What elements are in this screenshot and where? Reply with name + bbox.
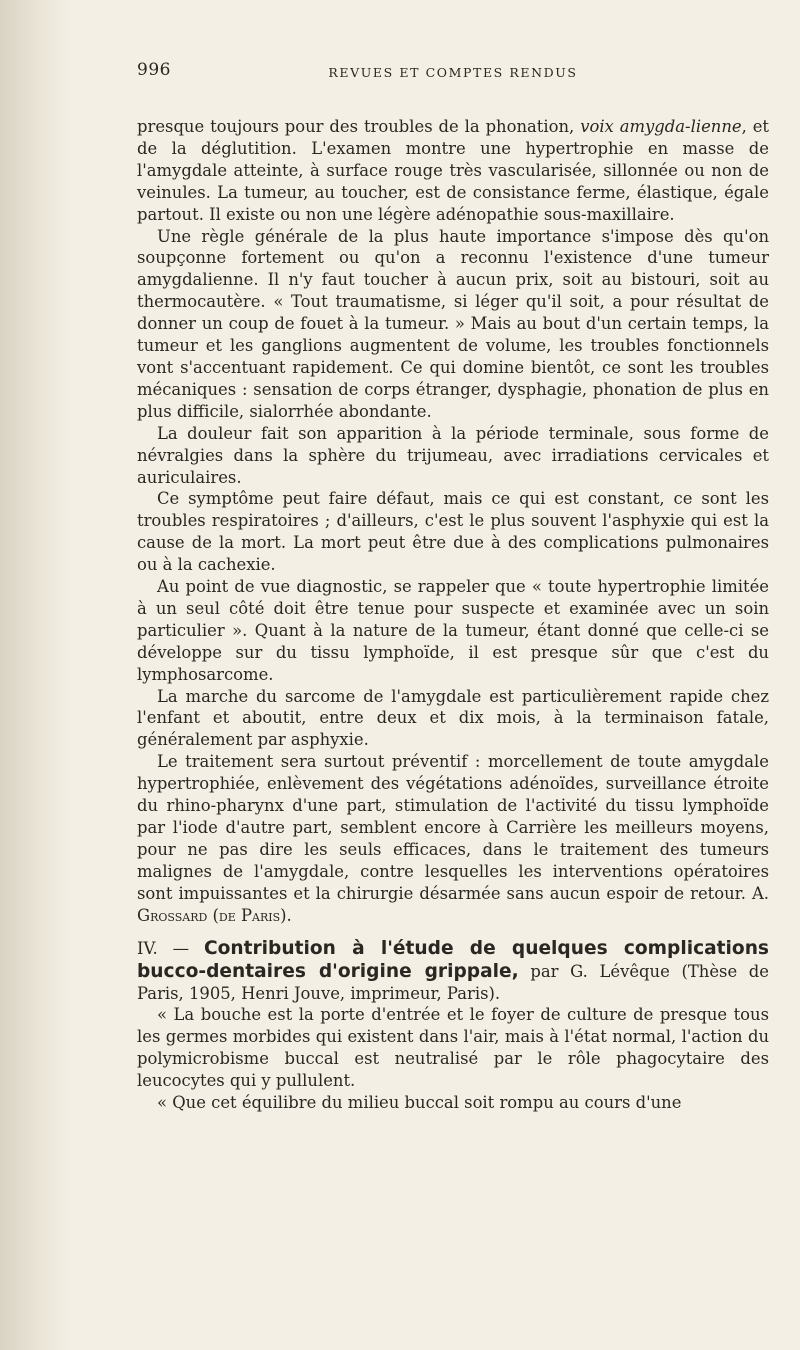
- paragraph-7: Le traitement sera surtout préventif : morcellement de toute amygdale hypertrophiée, enlèvement des végétations adénoïdes, surveillance étroite du rhino-pharynx d'une part, stimulation de l'activité du tissu lymphoïde par l'iode d'autre part, semblent encore à Carrière les meilleurs moyens, pour ne pas dire les seuls efficaces, dans le traitement des tumeurs malignes de l'amygdale, contre lesquelles les interventions opératoires sont impuissantes et la chirurgie désarmée sans aucun espoir de retour. A. Grossard (de Paris).: [137, 752, 770, 925]
- section-iv: [137, 937, 769, 1114]
- section-number: IV. —: [137, 938, 189, 958]
- paragraph-2: Une règle générale de la plus haute importance s'impose dès qu'on soupçonne fortement ou qu'on a reconnu l'existence d'une tumeur amygdalienne. Il n'y faut toucher à aucun prix, soit au bistouri, soit au thermocautère. « Tout traumatisme, si léger qu'il soit, a pour résultat de donner un coup de fouet à la tumeur. » Mais au bout d'un certain temps, la tumeur et les ganglions augmentent de volume, les troubles fonctionnels vont s'accentuant rapidement. Ce qui domine bientôt, ce sont les troubles mécaniques : sensation de corps étranger, dysphagie, phonation de plus en plus difficile, sialorrhée abondante.: [137, 226, 769, 421]
- page-edge-shadow: [0, 0, 70, 1350]
- running-head: [137, 60, 769, 84]
- section-iv-heading: [137, 937, 769, 1005]
- page-content: [137, 60, 769, 1114]
- italic-term: voix amygda-lienne: [580, 117, 742, 136]
- paragraph-3: La douleur fait son apparition à la période terminale, sous forme de névralgies dans la sphère du trijumeau, avec irradiations cervicales et auriculaires.: [137, 423, 769, 487]
- page-number: 996: [137, 60, 171, 80]
- section-paragraph-2: « Que cet équilibre du milieu buccal soit rompu au cours d'une: [157, 1093, 682, 1113]
- section-paragraph-1: « La bouche est la porte d'entrée et le foyer de culture de presque tous les germes morbides qui existent dans l'air, mais à l'état normal, l'action du polymicrobisme buccal est neutralisé par le rôle phagocytaire des leucocytes qui y pullulent.: [137, 1005, 769, 1091]
- section-byline: par G. Lévêque (Thèse de Paris, 1905, Henri Jouve, imprimeur, Paris).: [137, 961, 769, 1003]
- paragraph-4: Ce symptôme peut faire défaut, mais ce qui est constant, ce sont les troubles respiratoires ; d'ailleurs, c'est le plus souvent l'asphyxie qui est la cause de la mort. La mort peut être due à des complications pulmonaires ou à la cachexie.: [137, 489, 769, 575]
- paragraph-1: presque toujours pour des troubles de la phonation, voix amygda-lienne, et de la déglutition. L'examen montre une hypertrophie en masse de l'amygdale atteinte, à surface rouge très vascularisée, sillonnée ou non de veinules. La tumeur, au toucher, est de consistance ferme, élastique, égale partout. Il existe ou non une légère adénopathie sous-maxillaire.: [137, 117, 769, 224]
- section-title: Contribution à l'étude de quelques complications bucco-dentaires d'origine grippale,: [137, 937, 769, 982]
- signature: A. Grossard (de Paris).: [137, 883, 770, 925]
- paragraph-6: La marche du sarcome de l'amygdale est particulièrement rapide chez l'enfant et aboutit, entre deux et dix mois, à la terminaison fatale, généralement par asphyxie.: [137, 686, 769, 750]
- paragraph-5: Au point de vue diagnostic, se rappeler que « toute hypertrophie limitée à un seul côté doit être tenue pour suspecte et examinée avec un soin particulier ». Quant à la nature de la tumeur, étant donné que celle-ci se développe sur du tissu lymphoïde, il est presque sûr que c'est du lymphosarcome.: [137, 577, 769, 684]
- running-title: REVUES ET COMPTES RENDUS: [328, 65, 578, 80]
